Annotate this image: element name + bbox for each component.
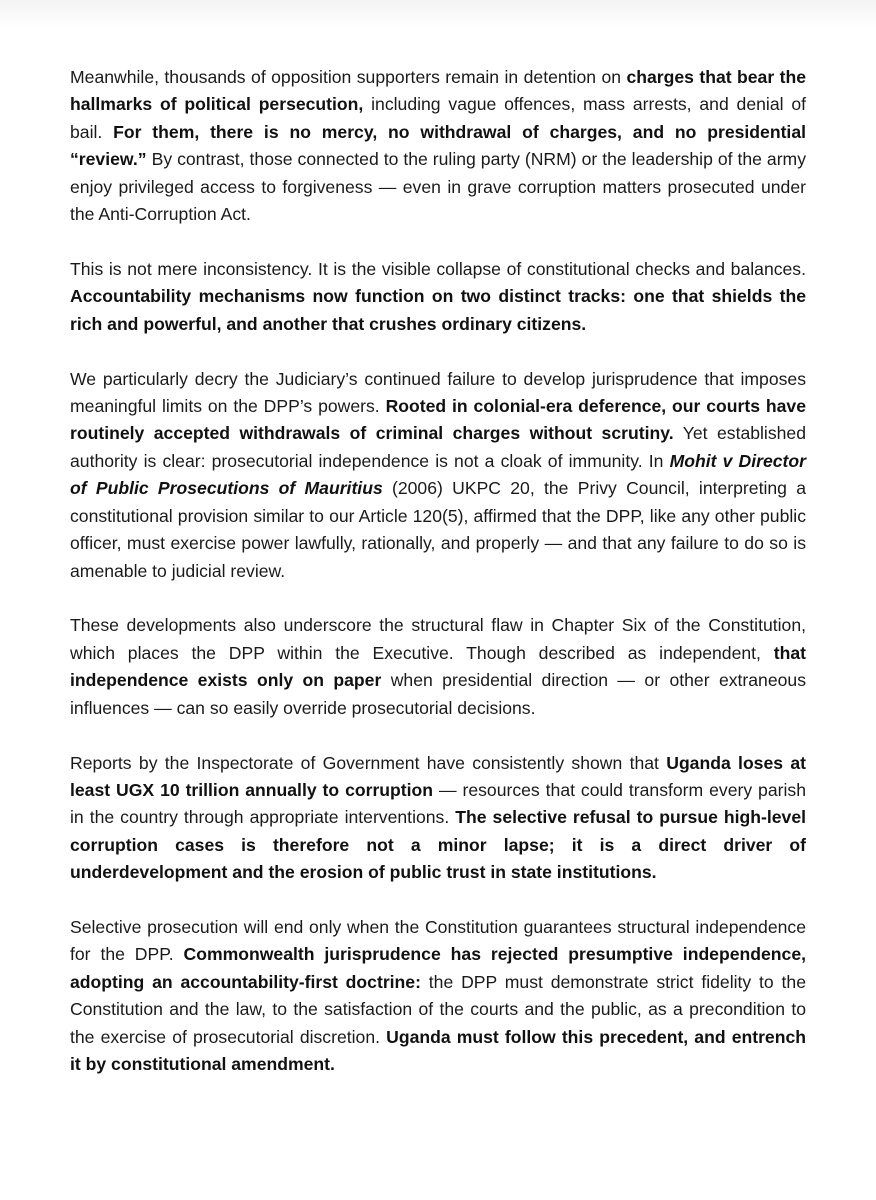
document-page bbox=[70, 64, 806, 1079]
text-segment: These developments also underscore the structural flaw in Chapter Six of the Constitution, which places the DPP within the Executive. Though described as independent, bbox=[70, 615, 806, 663]
paragraph-chapter-six bbox=[70, 612, 806, 722]
text-segment: This is not mere inconsistency. It is the visible collapse of constitutional checks and balances. bbox=[70, 258, 806, 279]
bold-segment: Commonwealth jurisprudence has rejected presumptive independence, adopting an accountability-first doctrine: bbox=[70, 944, 806, 992]
page-top-edge bbox=[0, 0, 876, 30]
text-segment: including vague offences, mass arrests, and denial of bail. bbox=[70, 94, 806, 142]
text-segment: Yet established authority is clear: prosecutorial independence is not a cloak of immunity. In bbox=[70, 423, 806, 471]
paragraph-detention bbox=[70, 64, 806, 228]
case-name: Mohit v Director of Public Prosecutions of Mauritius bbox=[70, 450, 806, 499]
paragraph-judiciary bbox=[70, 366, 806, 585]
text-segment: We particularly decry the Judiciary’s continued failure to develop jurisprudence that imposes meaningful limits on the DPP’s powers. bbox=[70, 368, 806, 417]
bold-segment: The selective refusal to pursue high-level corruption cases is therefore not a minor lapse; it is a direct driver of underdevelopment and the erosion of public trust in state institutions. bbox=[70, 807, 807, 883]
text-segment: Meanwhile, thousands of opposition supporters remain in detention on bbox=[70, 67, 627, 87]
bold-segment: Rooted in colonial-era deference, our courts have routinely accepted withdrawals of criminal charges without scrutiny. bbox=[70, 396, 806, 444]
text-segment: Reports by the Inspectorate of Government have consistently shown that bbox=[70, 752, 667, 773]
text-segment: By contrast, those connected to the ruling party (NRM) or the leadership of the army enjoy privileged access to forgiveness — even in grave corruption matters prosecuted under the Anti-Corruption Act. bbox=[70, 149, 806, 225]
bold-segment: Uganda must follow this precedent, and entrench it by constitutional amendment. bbox=[70, 1026, 806, 1075]
bold-segment: For them, there is no mercy, no withdrawal of charges, and no presidential “review.” bbox=[70, 121, 806, 170]
text-segment: (2006) UKPC 20, the Privy Council, interpreting a constitutional provision similar to our Article 120(5), affirmed that the DPP, like any other public officer, must exercise power lawfully, rationally, and properly — and that any failure to do so is amenable to judicial review. bbox=[70, 478, 806, 581]
bold-segment: Uganda loses at least UGX 10 trillion annually to corruption bbox=[70, 752, 806, 800]
paragraph-checks-and-balances bbox=[70, 256, 806, 338]
bold-segment: Accountability mechanisms now function on two distinct tracks: one that shields the rich and powerful, and another that crushes ordinary citizens. bbox=[70, 286, 806, 334]
text-segment: when presidential direction — or other extraneous influences — can so easily override prosecutorial decisions. bbox=[70, 670, 806, 718]
text-segment: the DPP must demonstrate strict fidelity to the Constitution and the law, to the satisfaction of the courts and the public, as a precondition to the exercise of prosecutorial discretion. bbox=[70, 971, 806, 1047]
bold-segment: that independence exists only on paper bbox=[70, 642, 806, 691]
paragraph-conclusion bbox=[70, 914, 806, 1078]
bold-segment: charges that bear the hallmarks of political persecution, bbox=[70, 67, 806, 115]
text-segment: — resources that could transform every parish in the country through appropriate interventions. bbox=[70, 779, 806, 828]
paragraph-inspectorate bbox=[70, 750, 806, 887]
text-segment: Selective prosecution will end only when the Constitution guarantees structural independence for the DPP. bbox=[70, 917, 806, 965]
